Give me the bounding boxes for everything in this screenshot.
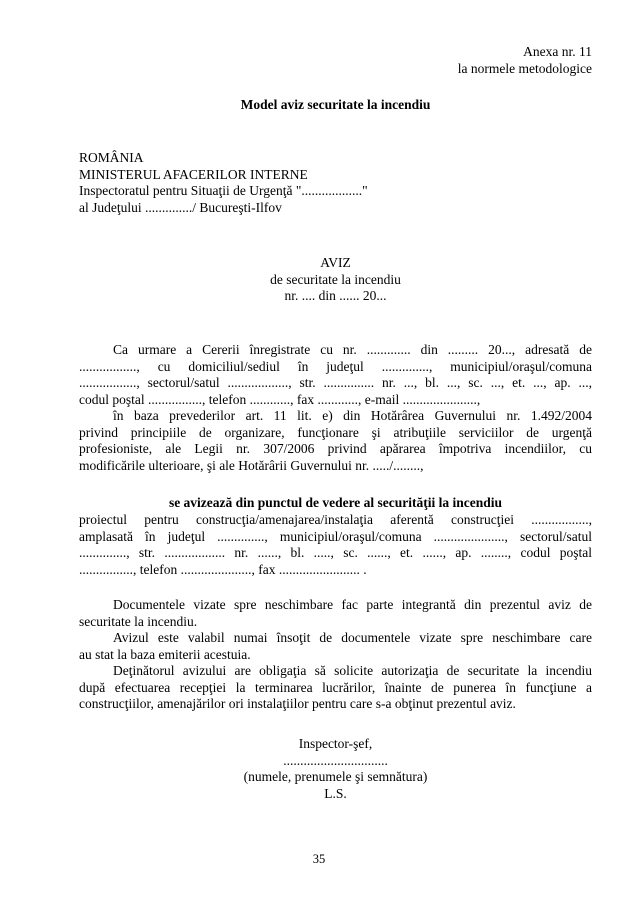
- text-line: codul poştal ................, telefon ............, fax ............, e-mail ......................,: [79, 391, 481, 407]
- text-line: Deţinătorul avizului are obligaţia să solicite autorizaţia de securitate la incendiu: [113, 663, 592, 678]
- signature-line: ...............................: [283, 752, 388, 768]
- annex-number: Anexa nr. 11: [523, 44, 592, 59]
- annex-reference: la normele metodologice: [457, 60, 592, 76]
- aviz-subtitle: de securitate la incendiu: [270, 271, 401, 287]
- text-line: ................., sectorul/satul .................., str. ............... nr. ..., bl. ..., sc. ..., et. ..., ap. ...,: [79, 375, 592, 391]
- text-line: după efectuarea recepţiei la terminarea lucrărilor, înainte de punerea în funcţiune a: [79, 679, 592, 695]
- page-number: 35: [312, 852, 326, 866]
- signature-caption: (numele, prenumele şi semnătura): [243, 769, 428, 785]
- text-line: ................., cu domiciliul/sediul în judeţul .............., municipiul/oraşul/comuna: [79, 358, 592, 374]
- aviz-heading: [79, 255, 592, 305]
- text-line: proiectul pentru construcţia/amenajarea/instalaţia aferentă construcţiei .................,: [79, 512, 592, 527]
- paragraph-project: [79, 512, 592, 578]
- authority-county: al Judeţului ............../ Bucureşti-Ilfov: [79, 199, 282, 215]
- paragraph-obligation: [79, 663, 592, 713]
- text-line: modificările ulterioare, şi ale Hotărârii Guvernului nr. ...../........,: [79, 457, 424, 473]
- text-line: .............., str. .................. nr. ......, bl. ....., sc. ......, et. ......, ap. ........, codul poştal: [79, 545, 592, 561]
- text-line: construcţiilor, amenajărilor ori instalaţiilor pentru care s-a obţinut prezentul aviz.: [79, 696, 516, 712]
- authority-country: ROMÂNIA: [79, 150, 144, 165]
- paragraph-documents: [79, 597, 592, 630]
- aviz-title: AVIZ: [320, 255, 351, 270]
- model-title: Model aviz securitate la incendiu: [240, 97, 431, 112]
- authority-ministry: MINISTERUL AFACERILOR INTERNE: [79, 166, 308, 182]
- signature-title: Inspector-şef,: [298, 736, 373, 751]
- text-line: securitate la incendiu.: [79, 613, 198, 629]
- authority-inspectorate: Inspectoratul pentru Situaţii de Urgenţă "..................": [79, 183, 368, 199]
- text-line: privind principiile de organizare, funcţionare şi atribuţiile serviciilor de urgenţă: [79, 424, 592, 440]
- decision-heading: se avizează din punctul de vedere al securităţii la incendiu: [168, 495, 503, 510]
- text-line: în baza prevederilor art. 11 lit. e) din Hotărârea Guvernului nr. 1.492/2004: [113, 408, 592, 423]
- signature-block: [79, 736, 592, 802]
- text-line: amplasată în judeţul .............., municipiul/oraşul/comuna ....................., sectorul/satul: [79, 528, 592, 544]
- authority-block: [79, 150, 592, 216]
- text-line: profesioniste, ale Legii nr. 307/2006 privind apărarea împotriva incendiilor, cu: [79, 441, 592, 457]
- text-line: au stat la baza emiterii acestuia.: [79, 646, 251, 662]
- paragraph-validity: [79, 630, 592, 663]
- text-line: Documentele vizate spre neschimbare fac parte integrantă din prezentul aviz de: [113, 597, 592, 612]
- seal-mark: L.S.: [324, 785, 347, 801]
- paragraph-request: [79, 342, 592, 408]
- paragraph-legal-basis: [79, 408, 592, 474]
- text-line: Ca urmare a Cererii înregistrate cu nr. ............. din ......... 20..., adresată de: [113, 342, 592, 357]
- text-line: Avizul este valabil numai însoţit de documentele vizate spre neschimbare care: [113, 630, 592, 645]
- text-line: ................, telefon ....................., fax ........................ .: [79, 561, 367, 577]
- annex-header: [79, 44, 592, 77]
- aviz-number-line: nr. .... din ...... 20...: [284, 288, 387, 304]
